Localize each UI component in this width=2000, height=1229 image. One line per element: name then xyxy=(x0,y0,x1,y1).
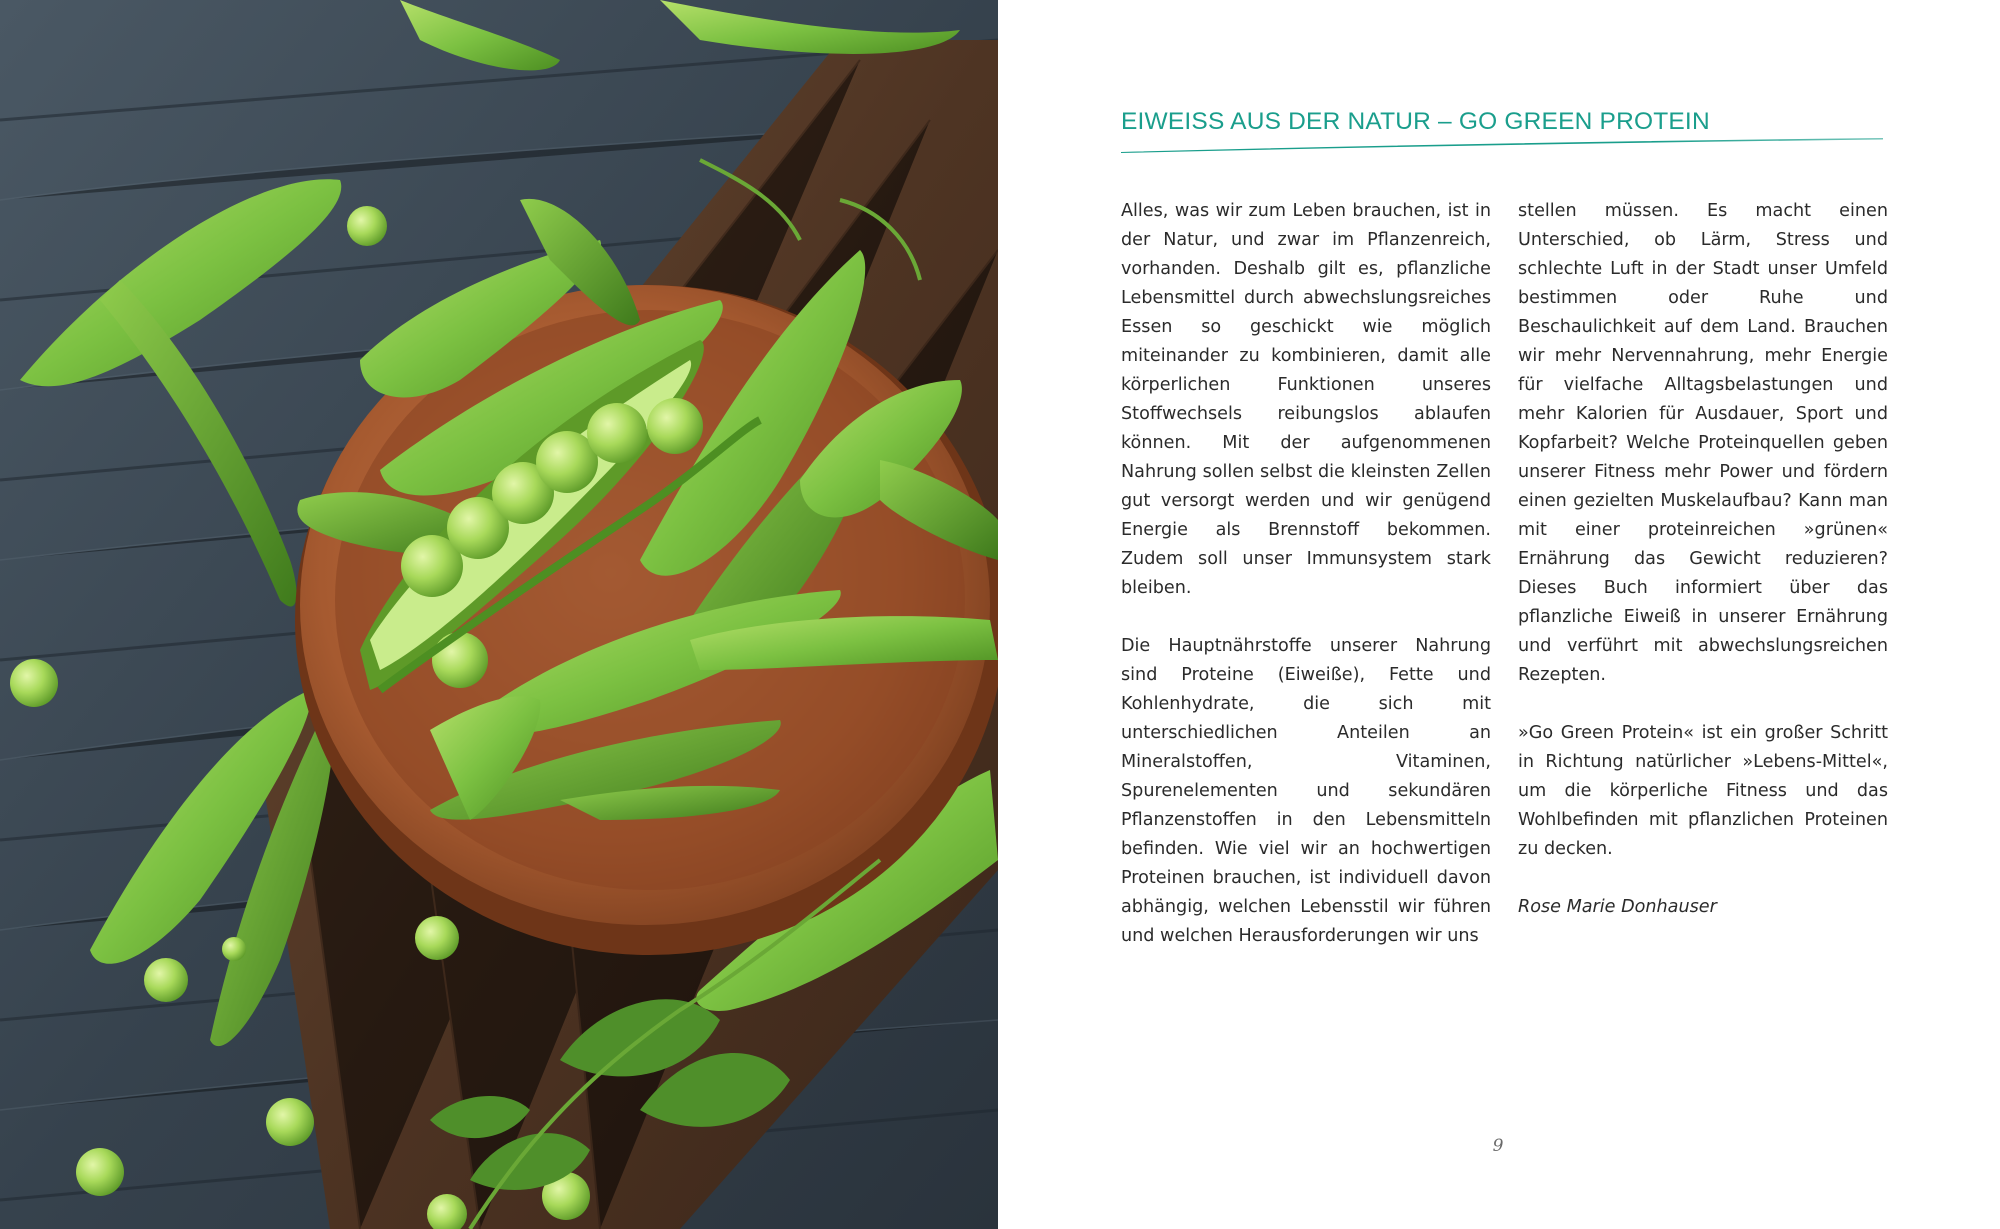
chapter-heading: EIWEISS AUS DER NATUR – GO GREEN PROTEIN xyxy=(1121,108,1710,135)
heading-underline xyxy=(1121,136,1883,154)
body-paragraph: Die Hauptnährstoffe unserer Nahrung sind Proteine (Eiweiße), Fette und Kohlenhydrate, die sich mit unterschiedlichen Anteilen an Mineralstoffen, Vitaminen, Spurenelementen und sekundären Pflanzenstoffen in den Lebensmitteln befinden. Wie viel wir an hochwertigen Proteinen brauchen, ist individuell davon abhängig, welchen Lebensstil wir führen und welchen Herausforderungen wir uns xyxy=(1121,636,1491,946)
text-page xyxy=(998,0,2000,1229)
text-column-left xyxy=(1121,197,1491,980)
pea-pods-illustration xyxy=(0,0,998,1229)
page-number: 9 xyxy=(1492,1136,1504,1156)
text-column-right xyxy=(1518,197,1888,951)
pea-pods-photo xyxy=(0,0,998,1229)
author-signature: Rose Marie Donhauser xyxy=(1518,897,1717,917)
body-paragraph: Alles, was wir zum Leben brauchen, ist in der Natur, und zwar im Pflanzenreich, vorhanden. Deshalb gilt es, pflanzliche Lebensmittel durch abwechslungsreiches Essen so geschickt wie möglich miteinander zu kombinieren, damit alle körperlichen Funktionen unseres Stoffwechsels reibungslos ablaufen können. Mit der aufgenommenen Nahrung sollen selbst die kleinsten Zellen gut versorgt werden und wir genügend Energie als Brennstoff bekommen. Zudem soll unser Immunsystem stark bleiben. xyxy=(1121,201,1491,598)
body-paragraph: stellen müssen. Es macht einen Unterschied, ob Lärm, Stress und schlechte Luft in der Stadt unser Umfeld bestimmen oder Ruhe und Beschaulichkeit auf dem Land. Brauchen wir mehr Nervennahrung, mehr Energie für vielfache Alltagsbelastungen und mehr Kalorien für Ausdauer, Sport und Kopfarbeit? Welche Proteinquellen geben unserer Fitness mehr Power und fördern einen gezielten Muskelaufbau? Kann man mit einer proteinreichen »grünen« Ernährung das Gewicht reduzieren? Dieses Buch informiert über das pflanzliche Eiweiß in unserer Ernährung und verführt mit abwechslungsreichen Rezepten. xyxy=(1518,201,1888,685)
body-paragraph: »Go Green Protein« ist ein großer Schritt in Richtung natürlicher »Lebens-Mittel«, um die körperliche Fitness und das Wohlbefinden mit pflanzlichen Proteinen zu decken. xyxy=(1518,723,1888,859)
